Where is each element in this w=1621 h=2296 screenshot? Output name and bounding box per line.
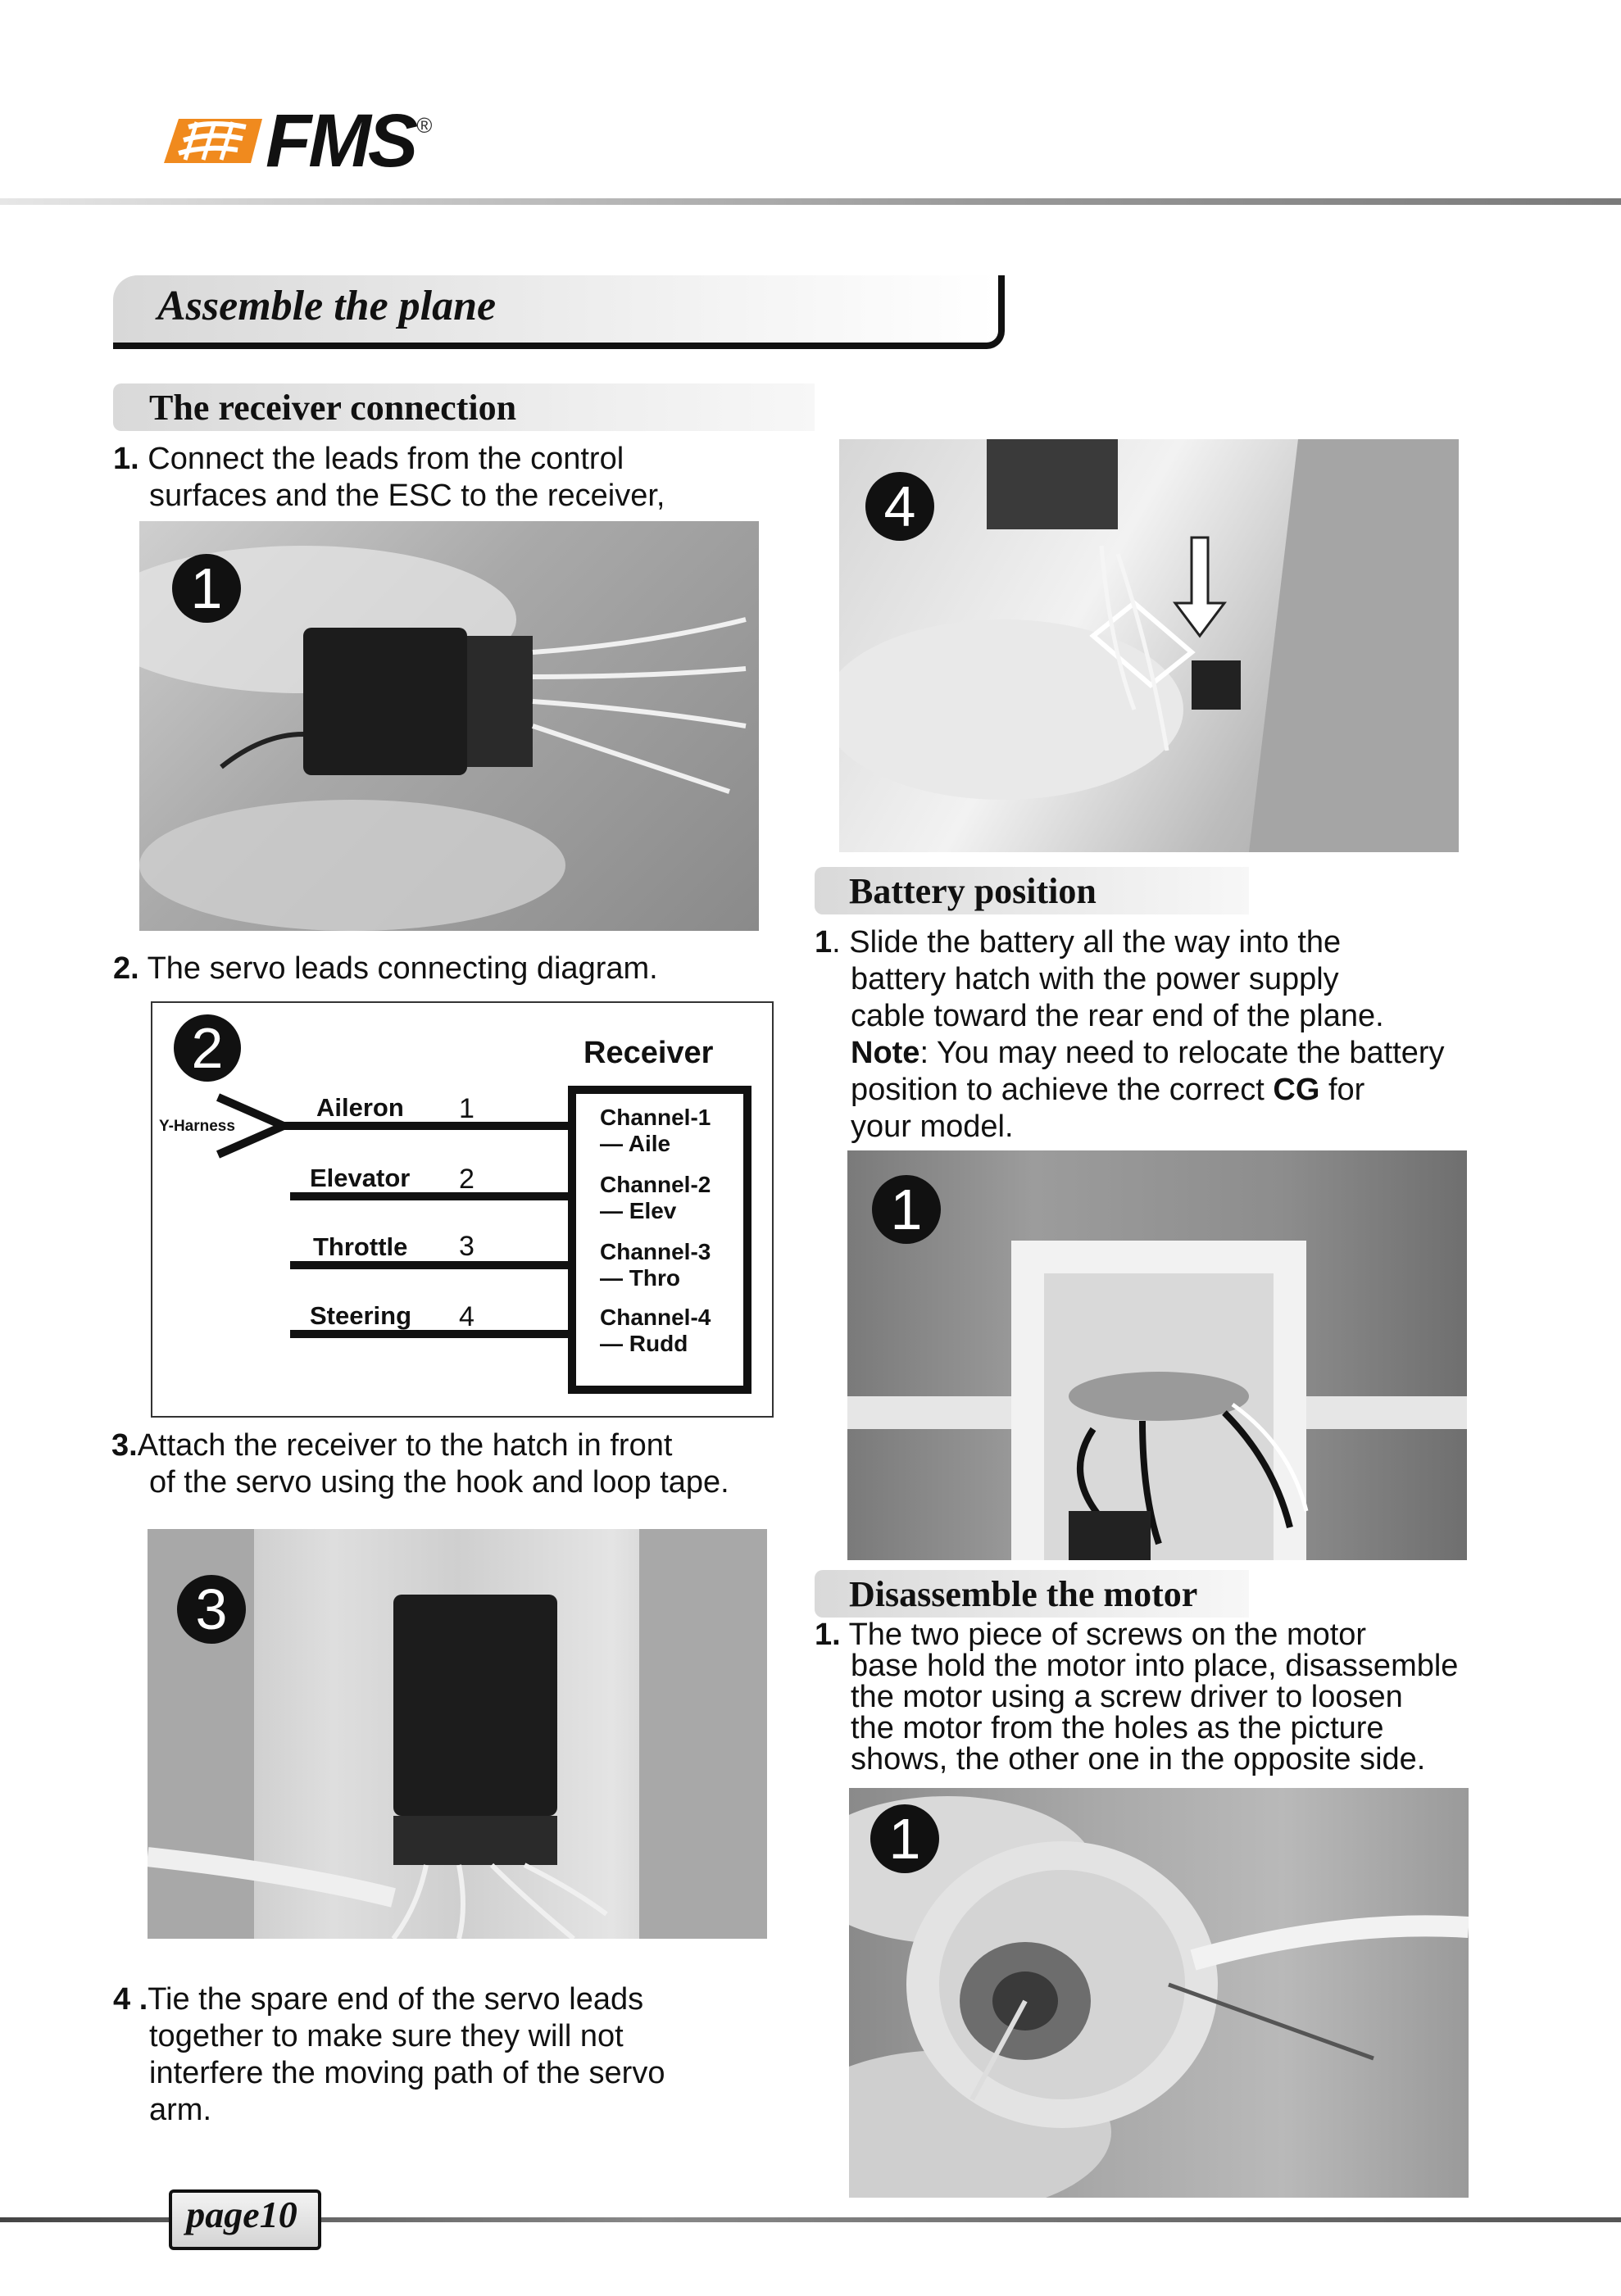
row-name-steering: Steering [310, 1301, 412, 1330]
row-name-throttle: Throttle [313, 1232, 408, 1261]
photo-badge: 4 [865, 472, 934, 541]
diagram-badge: 2 [174, 1014, 241, 1082]
photo-badge: 3 [177, 1575, 246, 1644]
receiver-label: Receiver [583, 1036, 714, 1070]
page-number: page10 [186, 2194, 297, 2235]
brand-logo [164, 99, 433, 183]
motor-photo [849, 1788, 1469, 2198]
wings-icon [164, 112, 262, 170]
channel-3: Channel-3 — Thro [600, 1239, 711, 1291]
motor-section-heading: Disassemble the motor [849, 1574, 1198, 1614]
header-rule [0, 198, 1621, 205]
registered-mark: ® [416, 113, 433, 138]
receiver-hatch-photo [148, 1529, 767, 1939]
photo-badge: 1 [870, 1804, 939, 1873]
brand-name: FMS [266, 99, 415, 183]
row-num-1: 1 [459, 1093, 474, 1124]
battery-hatch-photo [847, 1150, 1467, 1560]
y-harness-label: Y-Harness [159, 1118, 235, 1135]
row-name-elevator: Elevator [310, 1164, 411, 1192]
channel-1: Channel-1 — Aile [600, 1105, 711, 1156]
photo-badge: 1 [872, 1175, 941, 1244]
receiver-section-heading: The receiver connection [149, 388, 517, 428]
receiver-step-1: 1. Connect the leads from the control surfaces and the ESC to the receiver, [113, 442, 665, 513]
motor-step-1: 1. The two piece of screws on the motor base hold the motor into place, disassemble the motor using a screw driver to loosen the motor from the holes as the picture shows, the other one in the opposite side. [815, 1618, 1459, 1776]
receiver-step-4: 4 .Tie the spare end of the servo leads together to make sure they will not interfere the moving path of the servo arm. [113, 1982, 665, 2127]
row-num-3: 3 [459, 1231, 474, 1262]
photo-badge: 1 [172, 554, 241, 623]
channel-4: Channel-4 — Rudd [600, 1305, 711, 1356]
battery-step-1: 1. Slide the battery all the way into the battery hatch with the power supply cable toward the rear end of the plane. Note: You may need to relocate the battery position to achieve the correct CG for your model. [815, 925, 1445, 1144]
row-name-aileron: Aileron [316, 1093, 404, 1122]
page-title: Assemble the plane [157, 283, 497, 329]
battery-section-heading: Battery position [849, 871, 1097, 911]
row-num-2: 2 [459, 1164, 474, 1195]
servo-connection-diagram [151, 1001, 774, 1418]
receiver-step-3: 3.Attach the receiver to the hatch in front of the servo using the hook and loop tape. [111, 1428, 729, 1500]
lead-routing-photo [839, 439, 1459, 852]
receiver-photo [139, 521, 759, 931]
row-num-4: 4 [459, 1301, 474, 1332]
receiver-step-2: 2. The servo leads connecting diagram. [113, 951, 658, 986]
channel-2: Channel-2 — Elev [600, 1172, 711, 1223]
